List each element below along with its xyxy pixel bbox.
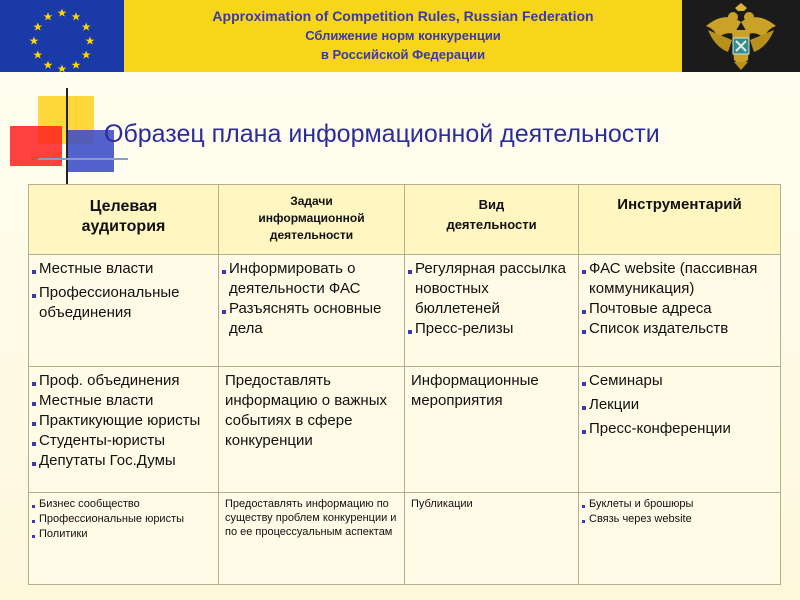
list-item: Местные власти bbox=[32, 259, 214, 279]
table-row bbox=[29, 367, 781, 493]
list-item: Профессиональные объединения bbox=[32, 283, 214, 323]
list-item: Разъяснять основные дела bbox=[222, 299, 400, 339]
list-item: Практикующие юристы bbox=[32, 411, 214, 431]
table-header-row bbox=[29, 185, 781, 255]
header-title-ru-1: Сближение норм конкуренции bbox=[305, 28, 501, 43]
header-cell-activity bbox=[405, 185, 579, 255]
header-text: информационной bbox=[258, 211, 365, 225]
cell-activity bbox=[405, 367, 579, 493]
cell-text: Предоставлять информацию по существу проблем конкуренции и по ее процессуальным аспектам bbox=[225, 498, 397, 538]
header-text: Целевая bbox=[89, 198, 158, 215]
list-item: Информировать о деятельности ФАС bbox=[222, 259, 400, 299]
list-item: Пресс-конференции bbox=[582, 419, 776, 439]
header-cell-audience bbox=[29, 185, 219, 255]
cell-activity bbox=[405, 255, 579, 367]
cell-audience bbox=[29, 255, 219, 367]
cell-activity bbox=[405, 493, 579, 585]
list-item: Семинары bbox=[582, 371, 776, 391]
eu-flag-icon bbox=[0, 0, 124, 72]
header-title bbox=[130, 6, 676, 64]
list-item: Пресс-релизы bbox=[408, 319, 574, 339]
cell-tools bbox=[579, 367, 781, 493]
list-item: Профессиональные юристы bbox=[32, 512, 214, 527]
plan-table bbox=[28, 184, 781, 585]
header-text: аудитория bbox=[81, 218, 166, 235]
header-title-ru-2: в Российской Федерации bbox=[320, 47, 486, 62]
cell-tools bbox=[579, 493, 781, 585]
header-text: Инструментарий bbox=[617, 196, 742, 213]
cell-audience bbox=[29, 493, 219, 585]
list-item: Депутаты Гос.Думы bbox=[32, 451, 214, 471]
cell-audience bbox=[29, 367, 219, 493]
cell-text: Публикации bbox=[411, 498, 473, 510]
cell-tasks bbox=[219, 493, 405, 585]
decor-horizontal-line bbox=[38, 158, 128, 160]
list-item: Политики bbox=[32, 527, 214, 542]
list-item: Проф. объединения bbox=[32, 371, 214, 391]
cell-tasks bbox=[219, 367, 405, 493]
header-band bbox=[0, 0, 800, 72]
decor-vertical-line bbox=[66, 88, 68, 184]
table-row bbox=[29, 255, 781, 367]
header-text: Задачи bbox=[290, 194, 333, 208]
header-text: деятельности bbox=[446, 217, 537, 232]
list-item: Студенты-юристы bbox=[32, 431, 214, 451]
cell-text: Информационные мероприятия bbox=[411, 372, 539, 409]
table-row bbox=[29, 493, 781, 585]
list-item: Бизнес сообщество bbox=[32, 497, 214, 512]
header-cell-tools bbox=[579, 185, 781, 255]
list-item: ФАС website (пассивная коммуникация) bbox=[582, 259, 776, 299]
slide-title: Образец плана информационной деятельности bbox=[104, 120, 660, 148]
decor-red-square bbox=[10, 126, 62, 166]
list-item: Почтовые адреса bbox=[582, 299, 776, 319]
list-item: Список издательств bbox=[582, 319, 776, 339]
list-item: Местные власти bbox=[32, 391, 214, 411]
list-item: Буклеты и брошюры bbox=[582, 497, 776, 512]
header-title-en: Approximation of Competition Rules, Russian Federation bbox=[212, 8, 594, 24]
list-item: Лекции bbox=[582, 395, 776, 415]
cell-text: Предоставлять информацию о важных событиях в сфере конкуренции bbox=[225, 372, 387, 449]
header-text: деятельности bbox=[269, 228, 354, 242]
header-cell-tasks bbox=[219, 185, 405, 255]
list-item: Связь через website bbox=[582, 512, 776, 527]
header-text: Вид bbox=[478, 197, 505, 212]
list-item: Регулярная рассылка новостных бюллетеней bbox=[408, 259, 574, 319]
cell-tools bbox=[579, 255, 781, 367]
russian-fas-emblem-icon bbox=[682, 0, 800, 72]
cell-tasks bbox=[219, 255, 405, 367]
